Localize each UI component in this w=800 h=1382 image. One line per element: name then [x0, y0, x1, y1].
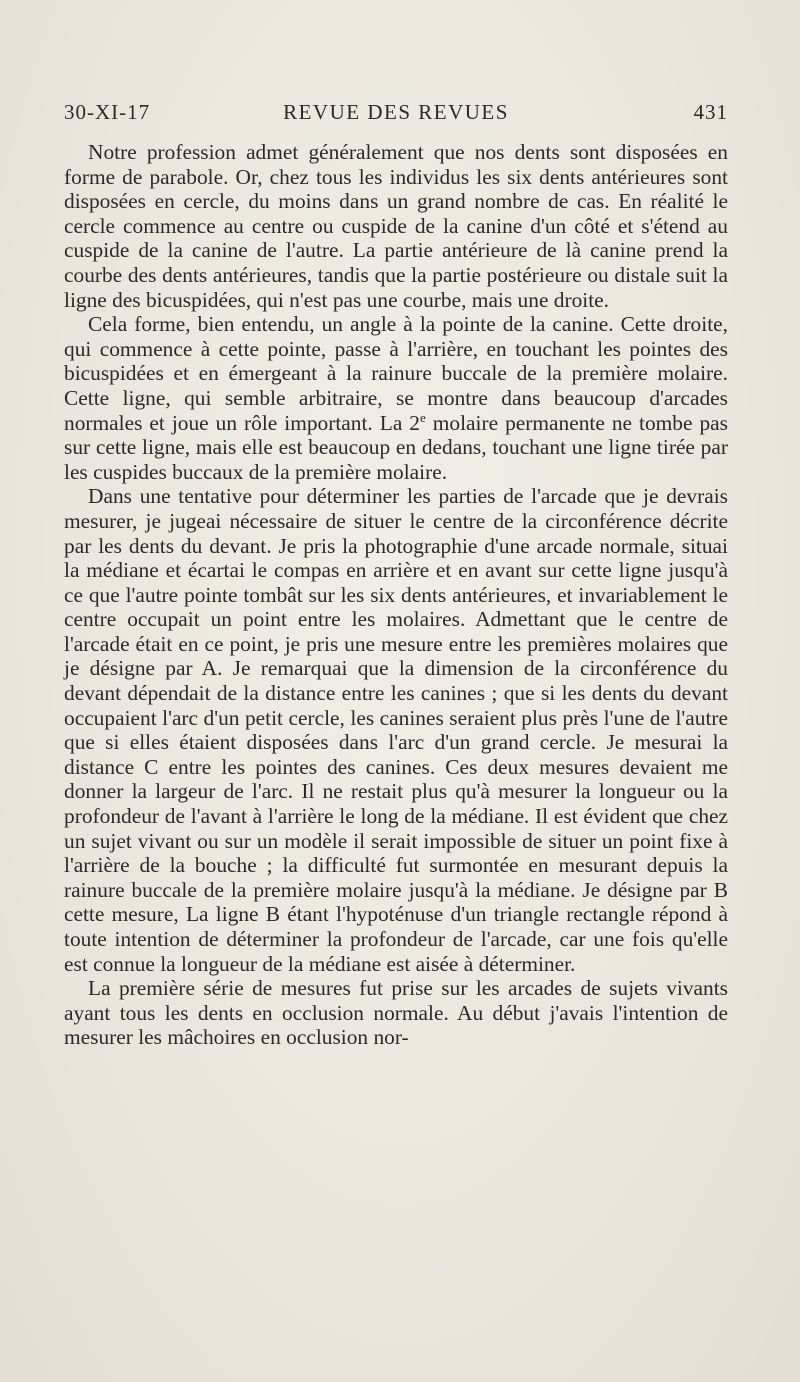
running-title: REVUE DES REVUES — [283, 100, 509, 124]
ordinal-superscript: e — [420, 409, 426, 425]
paragraph-1: Notre profession admet généralement que nos dents sont disposées en forme de parabole. Or, chez tous les individus les six dents antérieures sont disposées en cercle, du moins dans un grand nombre de cas. En réalité le cercle commence au centre ou cuspide de la canine d'un côté et s'étend au cuspide de la canine de l'autre. La partie antérieure de là canine prend la courbe des dents antérieures, tandis que la partie postérieure ou distale suit la ligne des bicuspidées, qui n'est pas une courbe, mais une droite. — [64, 140, 728, 312]
issue-date: 30-XI-17 — [64, 100, 151, 124]
paragraph-3: Dans une tentative pour déterminer les parties de l'arcade que je devrais mesurer, je jugeai nécessaire de situer le centre de la circonférence décrite par les dents du devant. Je pris la photographie d'une arcade normale, situai la médiane et écartai le compas en arrière et en avant sur cette ligne jusqu'à ce que l'autre pointe tombât sur les six dents antérieures, et invariablement le centre occupait un point entre les molaires. Admettant que le centre de l'arcade était en ce point, je pris une mesure entre les premières molaires que je désigne par A. Je remarquai que la dimension de la circonférence du devant dépendait de la distance entre les canines ; que si les dents du devant occupaient l'arc d'un petit cercle, les canines seraient plus près l'une de l'autre que si elles étaient disposées dans l'arc d'un grand cercle. Je mesurai la distance C entre les pointes des canines. Ces deux mesures devaient me donner la largeur de l'arc. Il ne restait plus qu'à mesurer la longueur ou la profondeur de l'avant à l'arrière le long de la médiane. Il est évident que chez un sujet vivant ou sur un modèle il serait impossible de situer un point fixe à l'arrière de la bouche ; la difficulté fut surmontée en mesurant depuis la rainure buccale de la première molaire jusqu'à la médiane. Je désigne par B cette mesure, La ligne B étant l'hypoténuse d'un triangle rectangle répond à toute intention de déterminer la profondeur de l'arcade, car une fois qu'elle est connue la longueur de la médiane est aisée à déterminer. — [64, 484, 728, 976]
paragraph-2 — [64, 312, 728, 484]
paragraph-4: La première série de mesures fut prise sur les arcades de sujets vivants ayant tous les dents en occlusion normale. Au début j'avais l'intention de mesurer les mâchoires en occlusion nor- — [64, 976, 728, 1050]
page-header — [64, 100, 728, 134]
paragraph-2-text-end: molaire permanente ne tombe pas sur cette ligne, mais elle est beaucoup en dedans, touchant une ligne tirée par les cuspides buccaux de la première molaire. — [64, 410, 728, 484]
paragraph-2-text-start: Cela forme, bien entendu, un angle à la pointe de la canine. Cette droite, qui commence à cette pointe, passe à l'arrière, en touchant les pointes des bicuspidées et en émergeant à la rainure buccale de la première molaire. Cette ligne, qui semble arbitraire, se montre dans beaucoup d'arcades normales et joue un rôle important. La 2 — [64, 312, 728, 435]
page-number: 431 — [693, 100, 728, 124]
article-body — [64, 140, 728, 1050]
